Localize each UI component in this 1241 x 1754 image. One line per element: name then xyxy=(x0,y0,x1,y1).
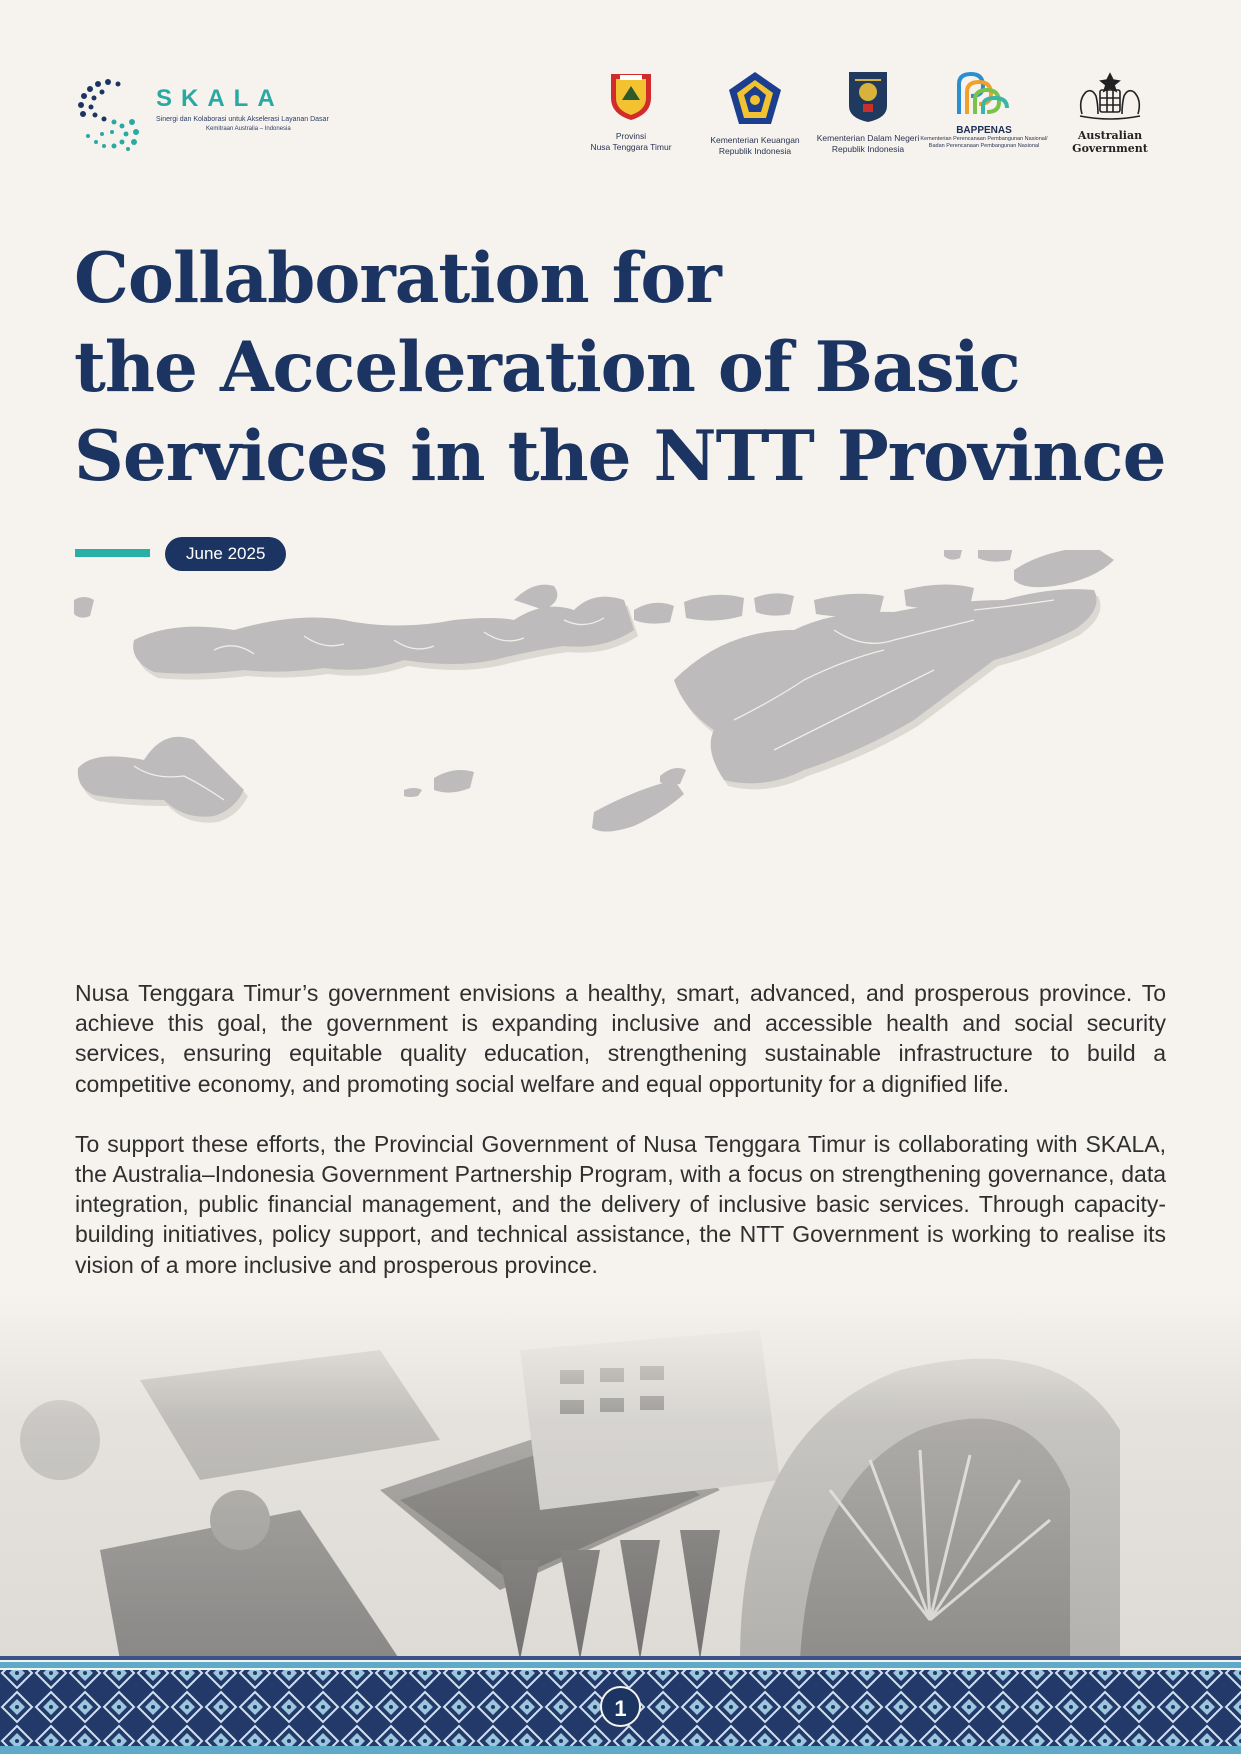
partner-bappenas-line2: Badan Perencanaan Pembangunan Nasional xyxy=(928,143,1040,149)
ntt-province-crest-icon xyxy=(606,70,656,122)
brand-tagline: Sinergi dan Kolaborasi untuk Akselerasi Layanan Dasar xyxy=(156,116,329,123)
ministry-of-finance-emblem-icon xyxy=(726,70,784,126)
partner-bappenas-name: BAPPENAS xyxy=(956,125,1012,136)
ministry-of-home-affairs-emblem-icon xyxy=(845,70,891,124)
flores-north-islet xyxy=(514,585,557,610)
rote-island xyxy=(592,780,684,832)
small-islet-north xyxy=(944,550,964,560)
partner-australian-government-name: Australian Government xyxy=(1072,129,1148,155)
partner-australian-government xyxy=(1050,70,1170,155)
partner-home-affairs-line2: Republik Indonesia xyxy=(831,144,905,154)
flores-island xyxy=(133,597,634,674)
wetar-island xyxy=(1014,550,1114,587)
partner-ntt-province xyxy=(580,70,682,153)
partner-bappenas-line1: Kementerian Perencanaan Pembangunan Nasional/ xyxy=(920,136,1048,142)
partner-finance-line1: Kementerian Keuangan xyxy=(710,135,800,145)
brand-subtagline: Kemitraan Australia – Indonesia xyxy=(206,126,291,132)
partner-ministry-finance xyxy=(696,70,814,157)
partner-ministry-home-affairs xyxy=(808,70,928,155)
lembata-island xyxy=(754,593,794,615)
page-title xyxy=(74,234,1166,501)
ntt-islands-map xyxy=(74,550,1174,960)
partner-ntt-line2: Nusa Tenggara Timur xyxy=(590,142,672,152)
skala-logo xyxy=(74,76,329,150)
raijua-island xyxy=(404,788,422,797)
skala-dots-icon xyxy=(74,76,150,152)
title-line-1: Collaboration for xyxy=(74,238,721,319)
partner-bappenas xyxy=(920,70,1048,150)
atauro-island xyxy=(978,550,1014,562)
paragraph-1: Nusa Tenggara Timur’s government envisions a healthy, smart, advanced, and prosperous province. To achieve this goal, the government is expanding inclusive and accessible health and social security services, ensuring equitable quality education, strengthening sustainable infrastructure to build a competitive economy, and promoting social welfare and equal opportunity for a dignified life. xyxy=(75,980,1166,1097)
bappenas-logo-icon xyxy=(953,70,1015,116)
solor-island xyxy=(634,603,674,624)
date-badge: June 2025 xyxy=(165,537,286,571)
timor-island xyxy=(674,589,1097,783)
partner-finance-line2: Republik Indonesia xyxy=(718,146,792,156)
brand-name: SKALA xyxy=(156,85,284,112)
title-line-3: Services in the NTT Province xyxy=(74,416,1166,497)
sawu-island xyxy=(434,770,474,793)
paragraph-2: To support these efforts, the Provincial Government of Nusa Tenggara Timur is collaborating with SKALA, the Australia–Indonesia Government Partnership Program, with a focus on strengthening governance, data integration, public financial management, and the delivery of inclusive basic services. Through capacity-building initiatives, policy support, and technical assistance, the NTT Government is working to realise its vision of a more inclusive and prosperous province. xyxy=(75,1130,1166,1278)
body-text xyxy=(75,978,1166,1310)
partner-logos xyxy=(580,70,1170,170)
government-building-photo xyxy=(0,1290,1241,1660)
komodo-islet xyxy=(74,597,94,618)
page-number: 1 xyxy=(600,1686,641,1727)
partner-ntt-line1: Provinsi xyxy=(615,131,647,141)
title-line-2: the Acceleration of Basic xyxy=(74,327,1020,408)
australian-coat-of-arms-icon xyxy=(1070,70,1150,122)
partner-home-affairs-line1: Kementerian Dalam Negeri xyxy=(816,133,920,143)
semau-island xyxy=(660,768,686,785)
adonara-island xyxy=(684,595,744,621)
